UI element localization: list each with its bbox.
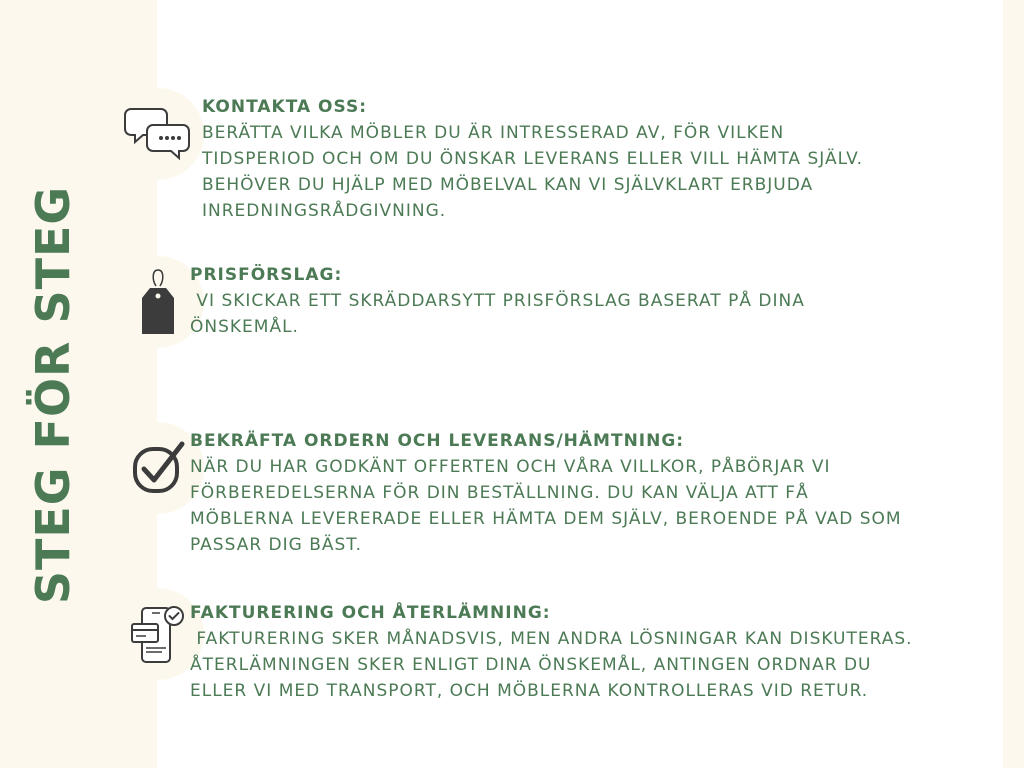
checkmark-icon	[129, 439, 187, 497]
step-3-line-1: NÄR DU HAR GODKÄNT OFFERTEN OCH VÅRA VILLKOR, PÅBÖRJAR VI	[190, 457, 831, 477]
step-3	[190, 428, 902, 558]
mobile-invoice-icon	[128, 602, 188, 666]
step-4-line-1: FAKTURERING SKER MÅNADSVIS, MEN ANDRA LÖSNINGAR KAN DISKUTERAS.	[190, 629, 913, 649]
step-3-line-3: MÖBLERNA LEVERERADE ELLER HÄMTA DEM SJÄLV, BEROENDE PÅ VAD SOM	[190, 509, 902, 529]
step-1-line-2: TIDSPERIOD OCH OM DU ÖNSKAR LEVERANS ELLER VILL HÄMTA SJÄLV.	[202, 149, 864, 169]
step-1-line-3: BEHÖVER DU HJÄLP MED MÖBELVAL KAN VI SJÄLVKLART ERBJUDA	[202, 175, 814, 195]
step-4-line-3: ELLER VI MED TRANSPORT, OCH MÖBLERNA KONTROLLERAS VID RETUR.	[190, 681, 869, 701]
price-tag-icon	[138, 266, 178, 338]
page-title: STEG FÖR STEG	[26, 185, 80, 605]
step-1	[202, 94, 863, 224]
step-2	[190, 262, 805, 340]
step-4-heading: FAKTURERING OCH ÅTERLÄMNING:	[190, 603, 551, 623]
step-2-line-2: ÖNSKEMÅL.	[190, 317, 299, 337]
step-2-heading: PRISFÖRSLAG:	[190, 265, 343, 285]
step-1-heading: KONTAKTA OSS:	[202, 97, 368, 117]
step-3-line-4: PASSAR DIG BÄST.	[190, 535, 363, 555]
step-1-icon-circle	[112, 88, 204, 180]
step-1-line-4: INREDNINGSRÅDGIVNING.	[202, 201, 447, 221]
step-3-heading: BEKRÄFTA ORDERN OCH LEVERANS/HÄMTNING:	[190, 431, 685, 451]
chat-bubbles-icon	[123, 103, 193, 165]
step-2-line-1: VI SKICKAR ETT SKRÄDDARSYTT PRISFÖRSLAG BASERAT PÅ DINA	[190, 291, 805, 311]
step-3-line-2: FÖRBEREDELSERNA FÖR DIN BESTÄLLNING. DU KAN VÄLJA ATT FÅ	[190, 483, 809, 503]
step-4	[190, 600, 913, 704]
step-1-line-1: BERÄTTA VILKA MÖBLER DU ÄR INTRESSERAD AV, FÖR VILKEN	[202, 123, 785, 143]
step-4-line-2: ÅTERLÄMNINGEN SKER ENLIGT DINA ÖNSKEMÅL, ANTINGEN ORDNAR DU	[190, 655, 872, 675]
